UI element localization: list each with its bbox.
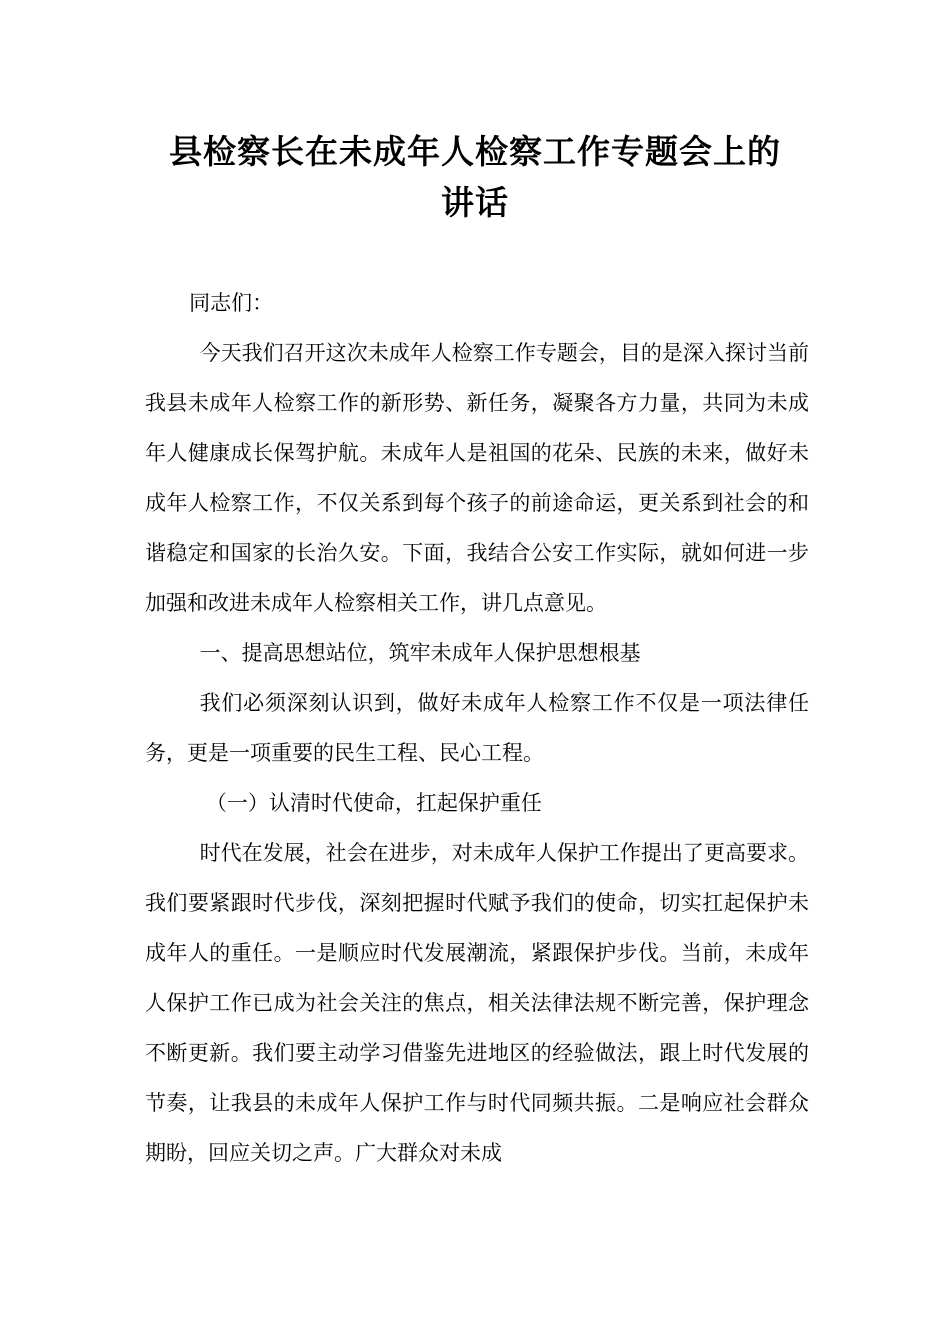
section-heading-1: 一、提高思想站位，筑牢未成年人保护思想根基 <box>199 641 641 665</box>
paragraph-intro: 今天我们召开这次未成年人检察工作专题会，目的是深入探讨当前我县未成年人检察工作的新形势、新任务，凝聚各方力量，共同为未成年人健康成长保驾护航。未成年人是祖国的花朵、民族的未来，做好未成年人检察工作，不仅关系到每个孩子的前途命运，更关系到社会的和谐稳定和国家的长治久安。下面，我结合公安工作实际，就如何进一步加强和改进未成年人检察相关工作，讲几点意见。 <box>145 341 809 615</box>
document-body <box>145 278 809 1178</box>
title-line-1: 县检察长在未成年人检察工作专题会上的 <box>169 132 781 171</box>
paragraph-subsection-1: 时代在发展，社会在进步，对未成年人保护工作提出了更高要求。我们要紧跟时代步伐，深刻把握时代赋予我们的使命，切实扛起保护未成年人的重任。一是顺应时代发展潮流，紧跟保护步伐。当前，未成年人保护工作已成为社会关注的焦点，相关法律法规不断完善，保护理念不断更新。我们要主动学习借鉴先进地区的经验做法，跟上时代发展的节奏，让我县的未成年人保护工作与时代同频共振。二是响应社会群众期盼，回应关切之声。广大群众对未成 <box>145 841 809 1165</box>
subsection-heading-1: （一）认清时代使命，扛起保护重任 <box>205 791 542 815</box>
title-line-2: 讲话 <box>441 183 509 222</box>
salutation: 同志们： <box>189 291 274 315</box>
document-title <box>145 126 805 228</box>
paragraph-section-1: 我们必须深刻认识到，做好未成年人检察工作不仅是一项法律任务，更是一项重要的民生工程、民心工程。 <box>145 691 809 765</box>
